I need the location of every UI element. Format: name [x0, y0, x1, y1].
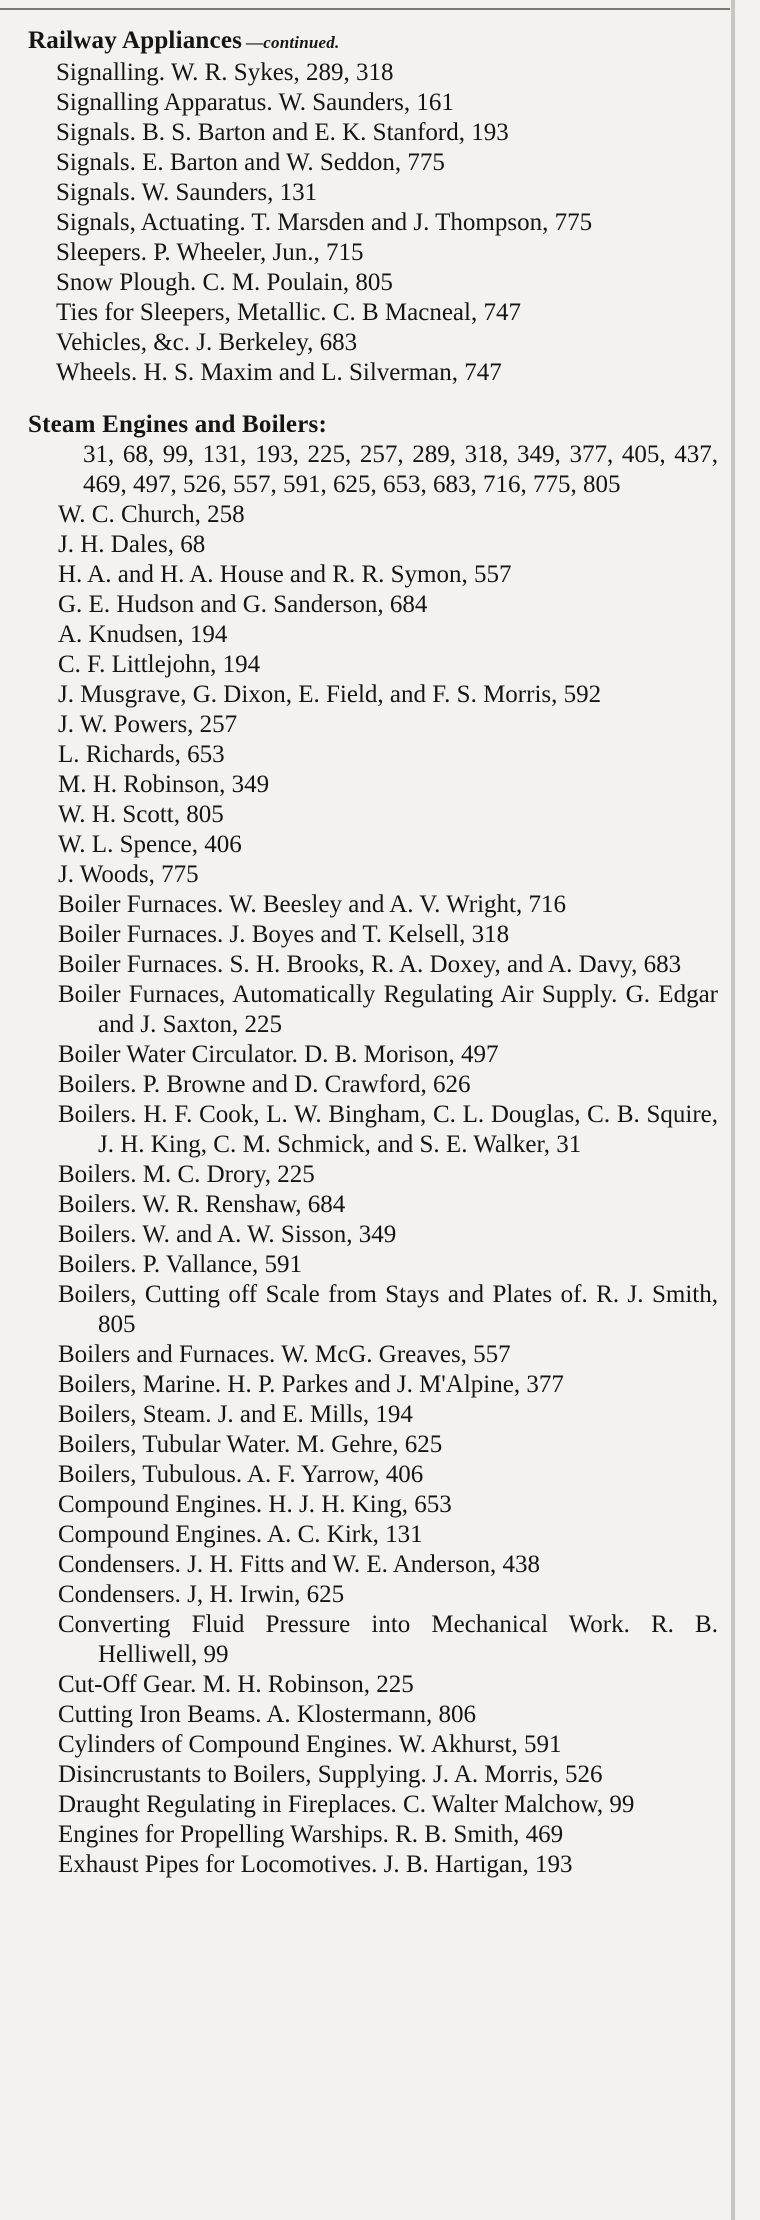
section-title: Railway Appliances: [28, 27, 243, 54]
index-page: [28, 26, 718, 1880]
continued-note: —continued.: [246, 33, 340, 52]
index-entry: Wheels. H. S. Maxim and L. Silverman, 747: [56, 359, 502, 386]
section-heading: [28, 410, 718, 440]
railway-entry-list: [28, 58, 718, 388]
index-entry: J. W. Powers, 257: [58, 711, 238, 738]
index-entry: Boilers. P. Browne and D. Crawford, 626: [58, 1071, 471, 1098]
index-entry: Boilers. M. C. Drory, 225: [58, 1161, 315, 1188]
index-entry: Boiler Water Circulator. D. B. Morison, 497: [58, 1041, 499, 1068]
index-entry: Boilers, Tubulous. A. F. Yarrow, 406: [58, 1461, 424, 1488]
index-entry: Disincrustants to Boilers, Supplying. J. A. Morris, 526: [58, 1761, 603, 1788]
index-entry: Boilers, Steam. J. and E. Mills, 194: [58, 1401, 413, 1428]
index-entry: Boilers. H. F. Cook, L. W. Bingham, C. L. Douglas, C. B. Squire, J. H. King, C. M. Schmick, and S. E. Walker, 31: [58, 1101, 718, 1158]
index-entry: J. Musgrave, G. Dixon, E. Field, and F. S. Morris, 592: [58, 681, 602, 708]
index-entry: Signals. E. Barton and W. Seddon, 775: [56, 149, 445, 176]
index-entry: M. H. Robinson, 349: [58, 771, 270, 798]
index-entry: Draught Regulating in Fireplaces. C. Walter Malchow, 99: [58, 1791, 635, 1818]
index-entry: A. Knudsen, 194: [58, 621, 228, 648]
index-entry: Cut-Off Gear. M. H. Robinson, 225: [58, 1671, 414, 1698]
index-entry: Boilers, Marine. H. P. Parkes and J. M'Alpine, 377: [58, 1371, 564, 1398]
column-divider: [731, 0, 735, 2220]
railway-section: [28, 26, 718, 388]
index-entry: W. L. Spence, 406: [58, 831, 242, 858]
index-entry: Condensers. J, H. Irwin, 625: [58, 1581, 345, 1608]
index-entry: Boiler Furnaces. J. Boyes and T. Kelsell, 318: [58, 921, 510, 948]
steam-section: [28, 410, 718, 1880]
index-entry: J. Woods, 775: [58, 861, 199, 888]
index-entry: Sleepers. P. Wheeler, Jun., 715: [56, 239, 364, 266]
index-entry: Boilers and Furnaces. W. McG. Greaves, 557: [58, 1341, 511, 1368]
index-entry: Boilers, Tubular Water. M. Gehre, 625: [58, 1431, 443, 1458]
index-entry: Signals. B. S. Barton and E. K. Stanford, 193: [56, 119, 509, 146]
index-entry: Converting Fluid Pressure into Mechanical Work. R. B. Helliwell, 99: [58, 1611, 718, 1668]
top-rule: [0, 0, 730, 10]
index-entry: H. A. and H. A. House and R. R. Symon, 557: [58, 561, 512, 588]
index-entry: Compound Engines. A. C. Kirk, 131: [58, 1521, 423, 1548]
index-entry: G. E. Hudson and G. Sanderson, 684: [58, 591, 428, 618]
index-entry: Signals. W. Saunders, 131: [56, 179, 318, 206]
index-entry: Cylinders of Compound Engines. W. Akhurst, 591: [58, 1731, 562, 1758]
index-entry: W. C. Church, 258: [58, 501, 245, 528]
page-number-list: 31, 68, 99, 131, 193, 225, 257, 289, 318, 349, 377, 405, 437, 469, 497, 526, 557, 591, 625, 653, 683, 716, 775, 805: [83, 441, 718, 498]
index-entry: Boilers, Cutting off Scale from Stays and Plates of. R. J. Smith, 805: [58, 1281, 718, 1338]
index-entry: Boilers. W. and A. W. Sisson, 349: [58, 1221, 397, 1248]
index-entry: Snow Plough. C. M. Poulain, 805: [56, 269, 393, 296]
section-title: Steam Engines and Boilers:: [28, 411, 327, 438]
index-entry: L. Richards, 653: [58, 741, 225, 768]
index-entry: Boilers. W. R. Renshaw, 684: [58, 1191, 346, 1218]
index-entry: Compound Engines. H. J. H. King, 653: [58, 1491, 452, 1518]
index-entry: Signals, Actuating. T. Marsden and J. Thompson, 775: [56, 209, 593, 236]
index-entry: Signalling Apparatus. W. Saunders, 161: [56, 89, 454, 116]
index-entry: Signalling. W. R. Sykes, 289, 318: [56, 59, 394, 86]
index-entry: Engines for Propelling Warships. R. B. Smith, 469: [58, 1821, 564, 1848]
index-entry: Cutting Iron Beams. A. Klostermann, 806: [58, 1701, 477, 1728]
index-entry: Boiler Furnaces. S. H. Brooks, R. A. Doxey, and A. Davy, 683: [58, 951, 682, 978]
index-entry: W. H. Scott, 805: [58, 801, 224, 828]
steam-entry-list: [28, 500, 718, 1880]
index-entry: Exhaust Pipes for Locomotives. J. B. Hartigan, 193: [58, 1851, 573, 1878]
index-entry: C. F. Littlejohn, 194: [58, 651, 261, 678]
index-entry: Boilers. P. Vallance, 591: [58, 1251, 302, 1278]
index-entry: Ties for Sleepers, Metallic. C. B Macneal, 747: [56, 299, 521, 326]
index-entry: Vehicles, &c. J. Berkeley, 683: [56, 329, 358, 356]
index-entry: Condensers. J. H. Fitts and W. E. Anderson, 438: [58, 1551, 540, 1578]
section-heading: [28, 26, 718, 58]
index-entry: Boiler Furnaces. W. Beesley and A. V. Wright, 716: [58, 891, 566, 918]
index-entry: Boiler Furnaces, Automatically Regulating Air Supply. G. Edgar and J. Saxton, 225: [58, 981, 718, 1038]
index-entry: J. H. Dales, 68: [58, 531, 206, 558]
